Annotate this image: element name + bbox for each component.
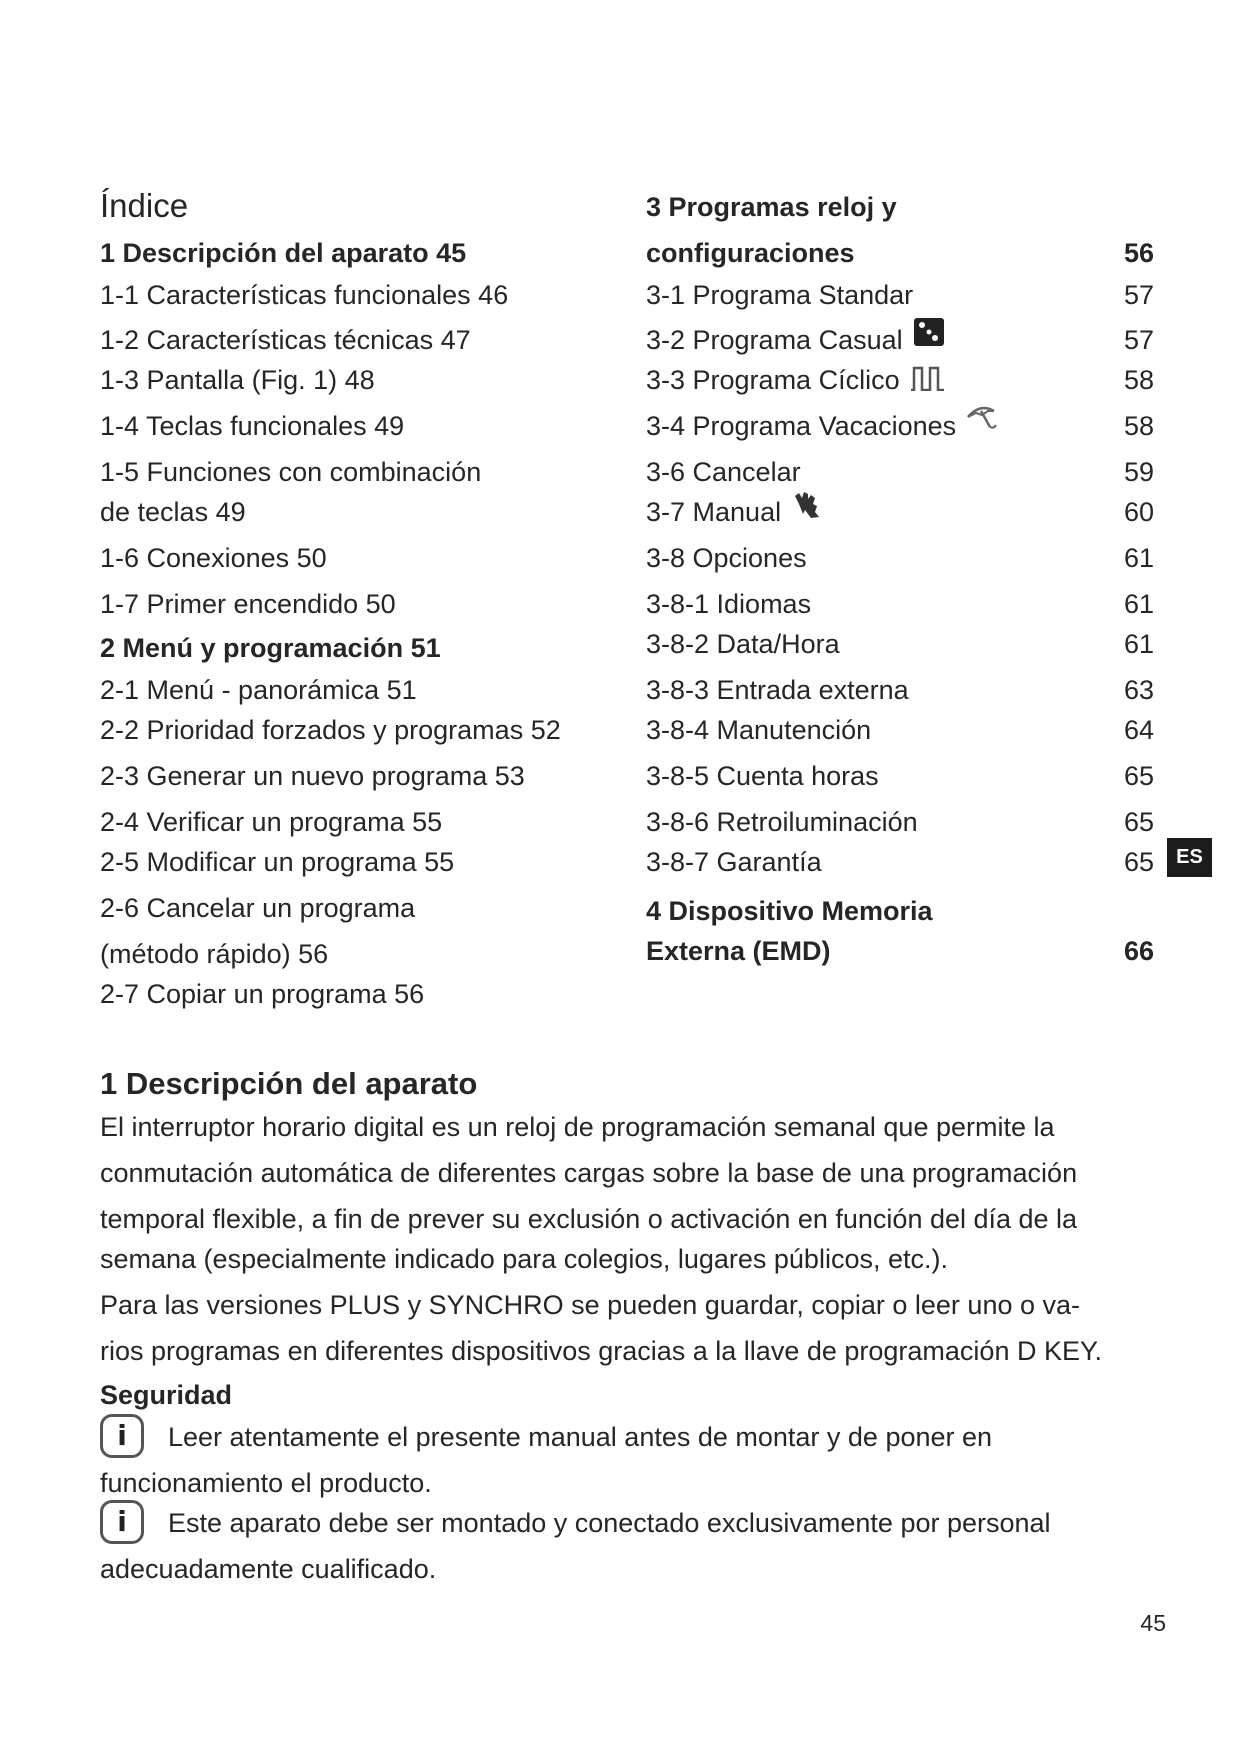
toc-entry: 3-1 Programa Standar	[646, 280, 914, 310]
toc-entry: 1 Descripción del aparato 45	[100, 238, 467, 268]
toc-entry: 2-4 Verificar un programa 55	[100, 807, 443, 837]
toc-page: 65	[1123, 847, 1154, 877]
info-icon: i	[100, 1500, 144, 1544]
toc-entry-label: 3-2 Programa Casual	[646, 325, 903, 355]
toc-entry: 3-6 Cancelar	[646, 457, 801, 487]
toc-entry-with-icon	[646, 324, 945, 356]
language-tab: ES	[1167, 838, 1212, 877]
toc-entry-label: 3-7 Manual	[646, 497, 782, 527]
toc-page: 58	[1123, 365, 1154, 395]
toc-entry: 2-2 Prioridad forzados y programas 52	[100, 715, 561, 745]
toc-page: 57	[1123, 280, 1154, 310]
toc-entry: 3-8-5 Cuenta horas	[646, 761, 879, 791]
safety-note: adecuadamente cualificado.	[100, 1554, 437, 1584]
toc-entry: 2-1 Menú - panorámica 51	[100, 675, 417, 705]
toc-entry: 1-2 Características técnicas 47	[100, 325, 471, 355]
toc-page: 57	[1123, 325, 1154, 355]
toc-entry: Externa (EMD)	[646, 936, 831, 966]
index-title: Índice	[100, 187, 189, 224]
safety-note: Este aparato debe ser montado y conectado exclusivamente por personal	[168, 1508, 1051, 1538]
paragraph-line: conmutación automática de diferentes cargas sobre la base de una programación	[100, 1158, 1078, 1188]
toc-entry-with-icon	[646, 364, 946, 398]
page-number: 45	[1140, 1610, 1166, 1636]
toc-entry-with-icon	[646, 496, 821, 528]
toc-entry: 1-1 Características funcionales 46	[100, 280, 509, 310]
toc-entry-with-icon	[646, 410, 1002, 442]
toc-entry: 4 Dispositivo Memoria	[646, 896, 933, 926]
hand-icon	[791, 490, 821, 527]
section-heading: 1 Descripción del aparato	[100, 1066, 478, 1101]
toc-entry: 1-6 Conexiones 50	[100, 543, 327, 573]
toc-entry: (método rápido) 56	[100, 939, 329, 969]
toc-entry: 1-4 Teclas funcionales 49	[100, 411, 405, 441]
cycle-wave-icon	[910, 365, 946, 398]
toc-entry: 2-6 Cancelar un programa	[100, 893, 416, 923]
toc-page: 66	[1123, 936, 1154, 966]
toc-entry: configuraciones	[646, 238, 855, 268]
toc-page: 65	[1123, 761, 1154, 791]
toc-page: 64	[1123, 715, 1154, 745]
dice-icon	[913, 317, 945, 354]
toc-entry: 3 Programas reloj y	[646, 192, 897, 222]
toc-page: 59	[1123, 457, 1154, 487]
toc-page: 63	[1123, 675, 1154, 705]
toc-entry: 1-7 Primer encendido 50	[100, 589, 396, 619]
safety-note: Leer atentamente el presente manual antes de montar y de poner en	[168, 1422, 993, 1452]
toc-page: 61	[1123, 589, 1154, 619]
toc-entry: 2-7 Copiar un programa 56	[100, 979, 425, 1009]
info-icon: i	[100, 1414, 144, 1458]
toc-page: 61	[1123, 629, 1154, 659]
toc-entry: 3-8-4 Manutención	[646, 715, 872, 745]
toc-page: 61	[1123, 543, 1154, 573]
toc-entry: de teclas 49	[100, 497, 246, 527]
toc-entry: 3-8-3 Entrada externa	[646, 675, 909, 705]
toc-entry: 3-8-2 Data/Hora	[646, 629, 840, 659]
toc-entry: 2 Menú y programación 51	[100, 633, 441, 663]
toc-page: 65	[1123, 807, 1154, 837]
paragraph-line: El interruptor horario digital es un reloj de programación semanal que permite la	[100, 1112, 1055, 1142]
toc-entry: 2-5 Modificar un programa 55	[100, 847, 455, 877]
toc-page: 60	[1123, 497, 1154, 527]
toc-entry: 2-3 Generar un nuevo programa 53	[100, 761, 525, 791]
umbrella-icon	[966, 403, 1002, 438]
paragraph-line: semana (especialmente indicado para colegios, lugares públicos, etc.).	[100, 1244, 948, 1274]
safety-title: Seguridad	[100, 1380, 233, 1410]
toc-entry: 3-8 Opciones	[646, 543, 807, 573]
toc-entry: 1-5 Funciones con combinación	[100, 457, 482, 487]
toc-entry: 3-8-6 Retroiluminación	[646, 807, 918, 837]
toc-entry: 3-8-1 Idiomas	[646, 589, 812, 619]
toc-page: 56	[1123, 238, 1154, 268]
safety-note: funcionamiento el producto.	[100, 1468, 432, 1498]
toc-entry-label: 3-4 Programa Vacaciones	[646, 411, 957, 441]
toc-page: 58	[1123, 411, 1154, 441]
toc-entry: 3-8-7 Garantía	[646, 847, 822, 877]
toc-entry: 1-3 Pantalla (Fig. 1) 48	[100, 365, 375, 395]
paragraph-line: temporal flexible, a fin de prever su exclusión o activación en función del día de la	[100, 1204, 1078, 1234]
toc-entry-label: 3-3 Programa Cíclico	[646, 365, 900, 395]
paragraph-line: Para las versiones PLUS y SYNCHRO se pueden guardar, copiar o leer uno o va-	[100, 1290, 1081, 1320]
paragraph-line: rios programas en diferentes dispositivos gracias a la llave de programación D KEY.	[100, 1336, 1103, 1366]
